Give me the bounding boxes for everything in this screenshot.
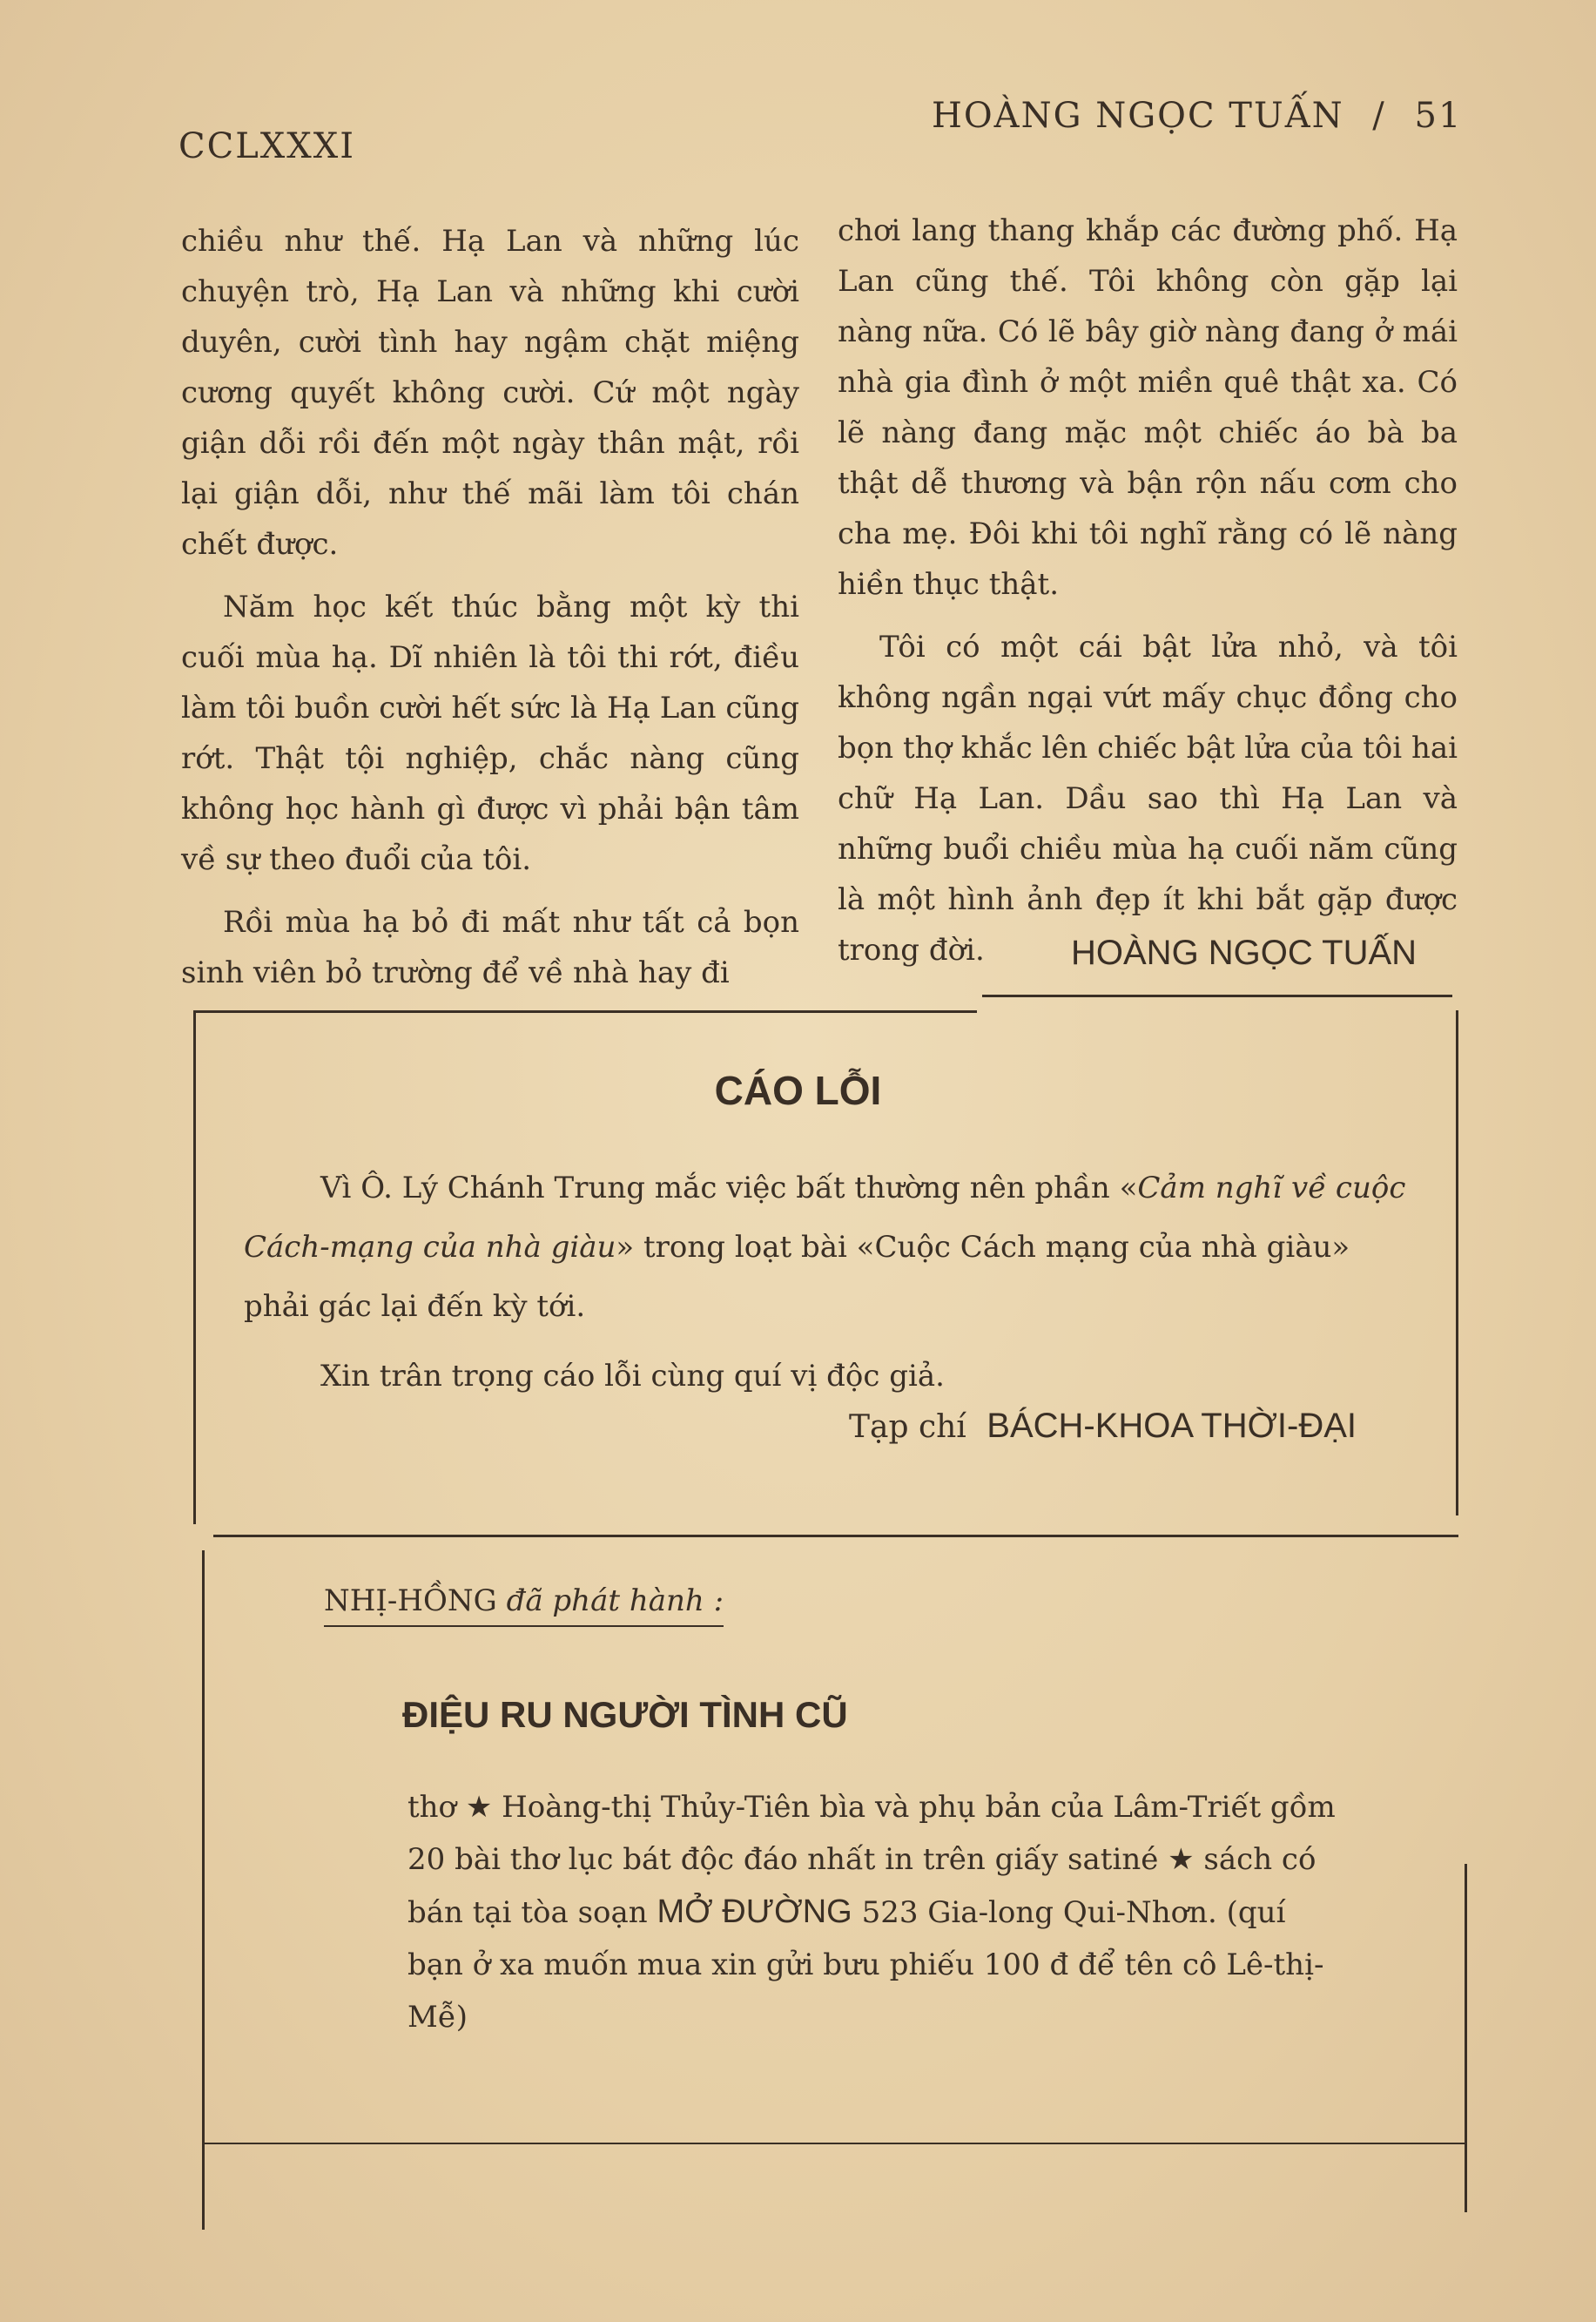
article-right-column (838, 206, 1458, 988)
book-info-text (407, 1781, 1348, 2043)
notice-text: » trong loạt bài «Cuộc Cách mạng của nhà giàu» phải gác lại đến kỳ tới. (244, 1230, 1350, 1324)
box-border-right (1465, 1864, 1467, 2212)
divider (205, 2143, 1467, 2144)
notice-sign-magazine: BÁCH-KHOA THỜI-ĐẠI (987, 1407, 1357, 1445)
page-number: 51 (1414, 96, 1463, 136)
publisher-name: NHỊ-HỒNG (324, 1583, 497, 1618)
notice-apology: Xin trân trọng cáo lỗi cùng quí vị độc giả. (320, 1359, 945, 1394)
article-paragraph: Rồi mùa hạ bỏ đi mất như tất cả bọn sinh viên bỏ trường để về nhà hay đi (181, 905, 799, 990)
article-paragraph: Tôi có một cái bật lửa nhỏ, và tôi không ngần ngại vứt mấy chục đồng cho bọn thợ khắc lên chiếc bật lửa của tôi hai chữ Hạ Lan. Dầu sao thì Hạ Lan và những buổi chiều mùa hạ cuối năm cũng là một hình ảnh đẹp ít khi bắt gặp được trong đời. (838, 630, 1458, 968)
article-paragraph: Năm học kết thúc bằng một kỳ thi cuối mùa hạ. Dĩ nhiên là tôi thi rớt, điều làm tôi buồn cười hết sức là Hạ Lan cũng rớt. Thật tội nghiệp, chắc nàng cũng không học hành gì được vì phải bận tâm về sự theo đuổi của tôi. (181, 590, 799, 877)
article-paragraph: chơi lang thang khắp các đường phố. Hạ Lan cũng thế. Tôi không còn gặp lại nàng nữa. Có lẽ bây giờ nàng đang ở mái nhà gia đình ở một miền quê thật xa. Có lẽ nàng đang mặc một chiếc áo bà ba thật dễ thương và bận rộn nấu cơm cho cha mẹ. Đôi khi tôi nghĩ rằng có lẽ nàng hiền thục thật. (838, 213, 1458, 602)
venue-name: MỞ ĐƯỜNG (657, 1893, 852, 1930)
divider (213, 1535, 1458, 1537)
notice-italic-title: Cảm nghĩ về cuộc Cách-mạng của nhà giàu (244, 1171, 1406, 1265)
running-header (932, 96, 1478, 136)
publisher-line (324, 1583, 724, 1627)
notice-sign-prefix: Tạp chí (849, 1409, 966, 1445)
header-separator: / (1372, 96, 1386, 136)
notice-body (244, 1158, 1419, 1406)
publisher-suffix: đã phát hành : (506, 1583, 724, 1618)
notice-text: Vì Ô. Lý Chánh Trung mắc việc bất thường nên phần « (320, 1171, 1138, 1205)
article-signature: HOÀNG NGỌC TUẤN (1071, 934, 1418, 972)
divider (193, 1010, 977, 1013)
article-left-column (181, 216, 799, 1010)
header-author: HOÀNG NGỌC TUẤN (932, 96, 1344, 136)
book-description: thơ ★ Hoàng-thị Thủy-Tiên bìa và phụ bản của Lâm-Triết gồm 20 bài thơ lục bát độc đáo nhất in trên giấy satiné ★ sách có bán tại tòa soạn (407, 1790, 1336, 1930)
book-address: 523 Gia-long Qui-Nhơn. (quí bạn ở xa muốn mua xin gửi bưu phiếu 100 đ để tên cô Lê-thị-Mễ) (407, 1895, 1324, 2035)
divider (982, 995, 1452, 997)
notice-paragraph (244, 1158, 1419, 1336)
book-title: ĐIỆU RU NGƯỜI TÌNH CŨ (402, 1694, 848, 1735)
notice-signature (849, 1407, 1357, 1446)
box-border-left (202, 1550, 205, 2230)
article-paragraph: chiều như thế. Hạ Lan và những lúc chuyện trò, Hạ Lan và những khi cười duyên, cười tình hay ngậm chặt miệng cương quyết không cười. Cứ một ngày giận dỗi rồi đến một ngày thân mật, rồi lại giận dỗi, như thế mãi làm tôi chán chết được. (181, 224, 799, 562)
book-info (407, 1781, 1348, 2043)
notice-title: CÁO LỖI (714, 1068, 882, 1113)
section-numeral: CCLXXXI (178, 126, 356, 166)
